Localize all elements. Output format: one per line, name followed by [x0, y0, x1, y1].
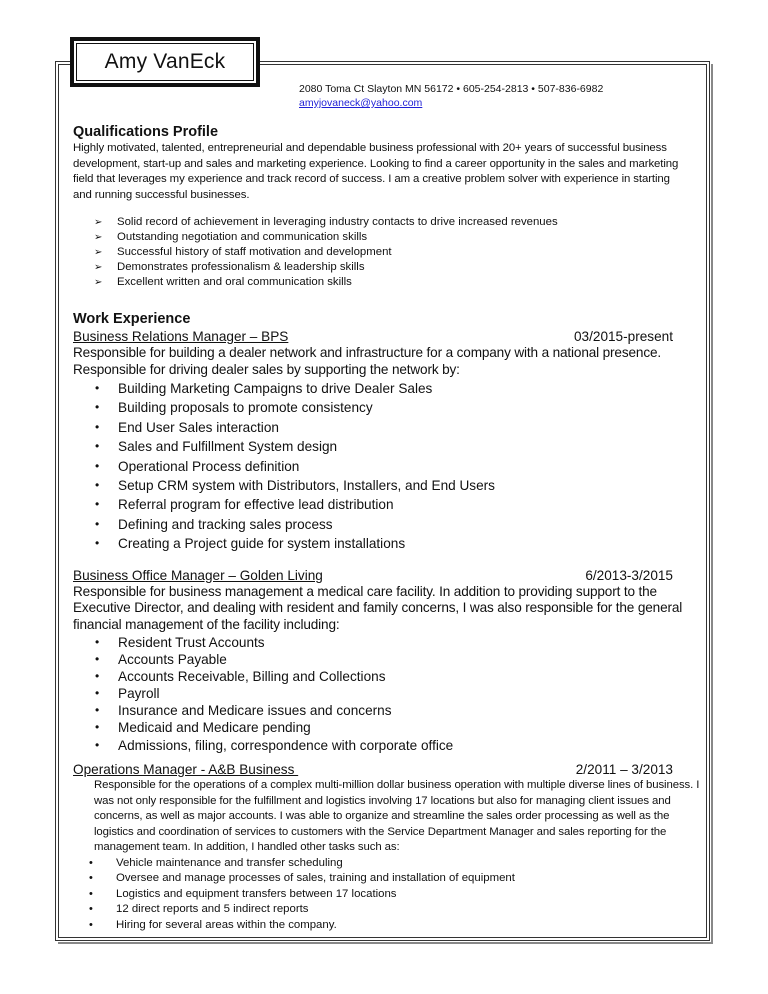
bullet-icon: •: [89, 856, 93, 869]
email-link[interactable]: amyjovaneck@yahoo.com: [299, 97, 423, 109]
bullet-icon: •: [95, 738, 100, 753]
list-item: • Defining and tracking sales process: [95, 515, 703, 534]
bullet-icon: •: [95, 400, 100, 415]
list-item: ➢ Outstanding negotiation and communication skills: [94, 231, 368, 244]
job-bullets: [89, 856, 703, 933]
list-item: • Referral program for effective lead distribution: [95, 495, 703, 514]
bullet-icon: •: [89, 918, 93, 931]
work-experience-heading: Work Experience: [73, 311, 191, 328]
list-item: • Vehicle maintenance and transfer scheduling: [89, 856, 703, 871]
job-dates: 03/2015-present: [573, 329, 673, 345]
list-item: • Medicaid and Medicare pending: [95, 720, 311, 736]
bullet-icon: •: [95, 497, 100, 512]
job-header: [73, 567, 703, 584]
resume-body: [73, 123, 703, 933]
list-item: • Accounts Payable: [95, 652, 227, 668]
job-title: Business Relations Manager – BPS: [73, 329, 289, 345]
list-item: • Payroll: [95, 686, 160, 702]
name-box: [70, 37, 260, 87]
address-phone-line: 2080 Toma Ct Slayton MN 56172 • 605-254-2813 • 507-836-6982: [299, 83, 604, 95]
qualifications-bullets: [94, 215, 703, 290]
bullet-icon: •: [95, 458, 100, 473]
bullet-icon: •: [89, 903, 93, 916]
candidate-name: Amy VanEck: [104, 50, 226, 73]
bullet-icon: •: [95, 686, 100, 701]
bullet-icon: •: [95, 703, 100, 718]
bullet-icon: •: [95, 419, 100, 434]
bullet-icon: •: [89, 872, 93, 885]
list-item: • Building Marketing Campaigns to drive Dealer Sales: [95, 379, 703, 398]
arrow-bullet-icon: ➢: [94, 277, 103, 289]
job-header: [73, 328, 703, 345]
job-dates: 2/2011 – 3/2013: [575, 762, 673, 778]
bullet-icon: •: [95, 635, 100, 650]
list-item: • Operational Process definition: [95, 457, 703, 476]
bullet-icon: •: [89, 887, 93, 900]
list-item: ➢ Solid record of achievement in leveraging industry contacts to drive increased revenues: [94, 216, 558, 229]
job-bullets: [95, 379, 703, 554]
job-title: Operations Manager - A&B Business: [73, 762, 299, 778]
qualifications-heading: Qualifications Profile: [73, 124, 219, 140]
list-item: • Creating a Project guide for system installations: [95, 534, 703, 553]
job-bullets: [95, 634, 703, 755]
bullet-icon: •: [95, 516, 100, 531]
bullet-icon: •: [95, 439, 100, 454]
arrow-bullet-icon: ➢: [94, 262, 103, 274]
list-item: • Oversee and manage processes of sales, training and installation of equipment: [89, 871, 703, 886]
qualifications-section: [73, 123, 703, 290]
list-item: • Sales and Fulfillment System design: [95, 437, 703, 456]
job-description: Responsible for the operations of a complex multi-million dollar business operation with multiple diverse lines of business. I was not only responsible for the fulfillment and logistics involving 17 locations but also for managing client issues and concerns, as well as major accounts. I was able to organize and streamline the sales order processing as well as the logistics and coordination of services to customers with the Service Department Manager and sales reporting for the management team. In addition, I handled other tasks such as:: [94, 779, 700, 854]
job-header: [73, 761, 703, 778]
list-item: • Insurance and Medicare issues and concerns: [95, 703, 392, 719]
qualifications-summary: Highly motivated, talented, entrepreneurial and dependable business professional with 20+ years of successful business development, start-up and sales and marketing experience. Looking to find a career opportunity in the sales and marketing field that leverages my experience and track record of success. I am a creative problem solver with experience in starting and running successful businesses.: [73, 142, 679, 201]
bullet-icon: •: [95, 380, 100, 395]
list-item: ➢ Successful history of staff motivation and development: [94, 246, 392, 259]
bullet-icon: •: [95, 536, 100, 551]
arrow-bullet-icon: ➢: [94, 232, 103, 244]
list-item: • Setup CRM system with Distributors, Installers, and End Users: [95, 476, 703, 495]
bullet-icon: •: [95, 652, 100, 667]
list-item: ➢ Excellent written and oral communication skills: [94, 276, 352, 289]
job-description: Responsible for business management a medical care facility. In addition to providing support to the Executive Director, and dealing with resident and family concerns, I was also responsible for the general financial management of the facility including:: [73, 583, 683, 633]
list-item: • End User Sales interaction: [95, 418, 703, 437]
list-item: ➢ Demonstrates professionalism & leadership skills: [94, 261, 365, 274]
bullet-icon: •: [95, 478, 100, 492]
list-item: • Hiring for several areas within the company.: [89, 918, 703, 933]
work-experience-section: [73, 310, 703, 933]
job-description: Responsible for building a dealer network and infrastructure for a company with a national presence. Responsible for driving dealer sales by supporting the network by:: [73, 345, 661, 378]
job-entry: [73, 761, 703, 933]
job-entry: [73, 567, 703, 755]
job-entry: [73, 328, 703, 553]
list-item: • Accounts Receivable, Billing and Collections: [95, 669, 386, 685]
list-item: • Admissions, filing, correspondence with corporate office: [95, 738, 454, 754]
list-item: • Resident Trust Accounts: [95, 635, 265, 651]
arrow-bullet-icon: ➢: [94, 247, 103, 259]
job-title: Business Office Manager – Golden Living: [73, 567, 323, 583]
job-dates: 6/2013-3/2015: [585, 567, 673, 583]
contact-info: [299, 82, 603, 110]
arrow-bullet-icon: ➢: [94, 217, 103, 229]
bullet-icon: •: [95, 720, 100, 735]
list-item: • Logistics and equipment transfers between 17 locations: [89, 887, 703, 902]
bullet-icon: •: [95, 669, 100, 684]
list-item: • 12 direct reports and 5 indirect reports: [89, 902, 703, 917]
list-item: • Building proposals to promote consistency: [95, 398, 703, 417]
